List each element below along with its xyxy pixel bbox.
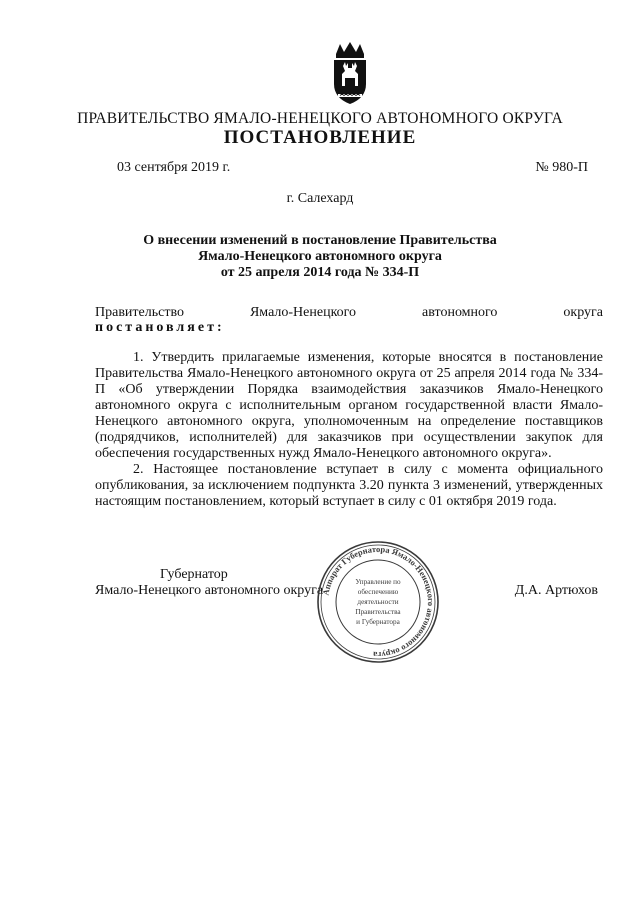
preamble-decree-word: постановляет:	[95, 320, 225, 335]
official-seal-stamp	[316, 540, 440, 664]
document-type: ПОСТАНОВЛЕНИЕ	[223, 127, 417, 148]
signatory-title: Губернатор	[160, 567, 228, 582]
title-line: Ямало-Ненецкого автономного округа	[198, 249, 442, 264]
document-date: 03 сентября 2019 г.	[117, 160, 231, 175]
signatory-organization: Ямало-Ненецкого автономного округа	[95, 583, 324, 598]
paragraph-1: 1. Утвердить прилагаемые изменения, которые вносятся в постановление Правительства Ямало-Ненецкого автономного округа от 25 апреля 2014 года № 334-П «Об утверждении Порядка взаимодействия заказчиков Ямало-Ненецкого автономного округа с исполнительным органом государственной власти Ямало-Ненецкого автономного округа, уполномоченным на определение поставщиков (подрядчиков, исполнителей) для заказчиков при осуществлении закупок для обеспечения государственных нужд Ямало-Ненецкого автономного округа».	[95, 350, 603, 461]
government-header: ПРАВИТЕЛЬСТВО ЯМАЛО-НЕНЕЦКОГО АВТОНОМНОГО ОКРУГА	[77, 110, 563, 127]
title-line: от 25 апреля 2014 года № 334-П	[220, 265, 420, 280]
title-line: О внесении изменений в постановление Правительства	[143, 233, 497, 248]
stamp-center-line: Правительства	[355, 608, 401, 616]
document-title	[0, 233, 640, 281]
stamp-center-line: и Губернатора	[356, 618, 400, 626]
stamp-center-line: Управление по	[355, 578, 401, 586]
document-city: г. Салехард	[286, 191, 354, 206]
stamp-ring-text: Аппарат Губернатора Ямало-Ненецкого автономного округа	[320, 543, 437, 661]
paragraph-2: 2. Настоящее постановление вступает в силу с момента официального опубликования, за исключением подпункта 3.20 пункта 3 изменений, утвержденных настоящим постановлением, который вступает в силу с 01 октября 2019 года.	[95, 462, 603, 509]
document-number: № 980-П	[535, 160, 588, 175]
stamp-center-line: деятельности	[357, 598, 399, 606]
signatory-name: Д.А. Артюхов	[514, 583, 598, 598]
stamp-center-line: обеспечению	[357, 588, 399, 596]
coat-of-arms-emblem	[328, 40, 372, 110]
preamble-line: Правительство Ямало-Ненецкого автономного округа	[95, 305, 603, 320]
